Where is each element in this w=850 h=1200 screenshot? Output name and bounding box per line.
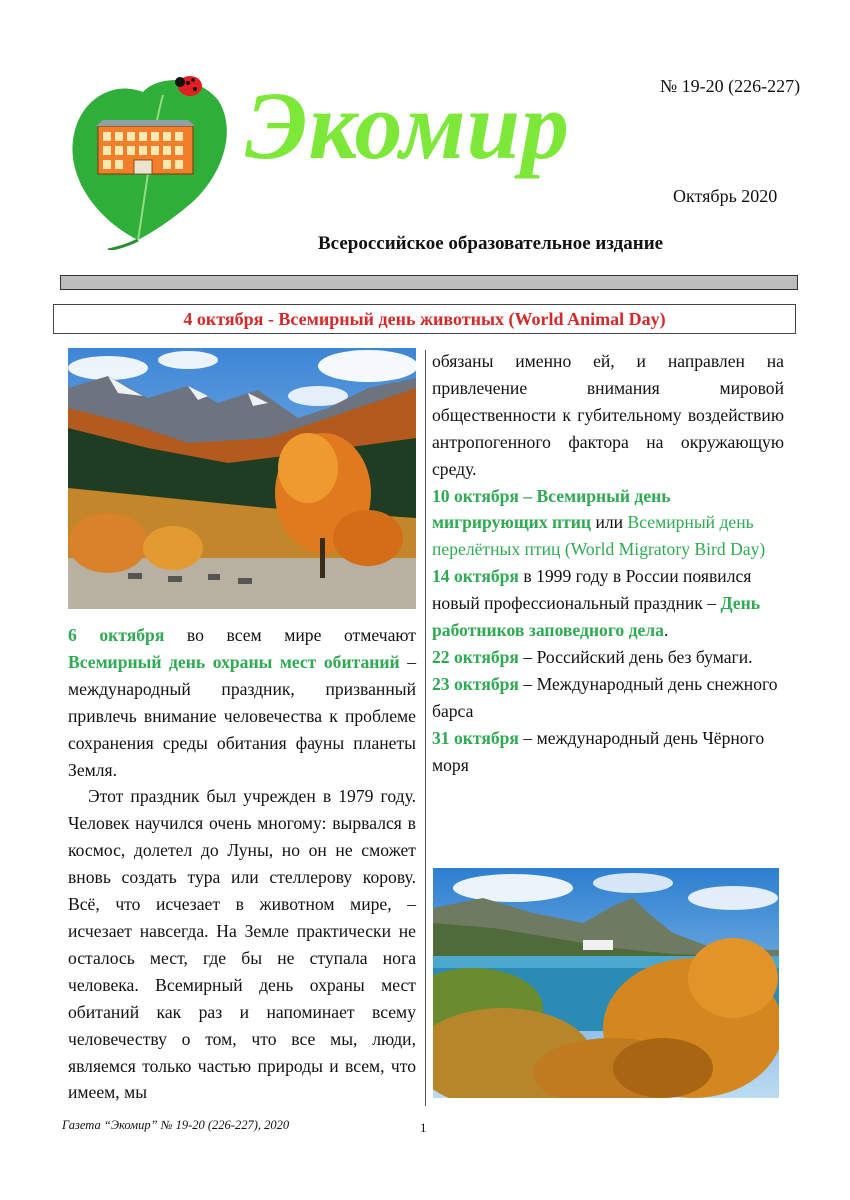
masthead-subtitle: Всероссийское образовательное издание (318, 233, 664, 254)
event-reserve-workers-day: День работников заповедного дела (432, 593, 761, 641)
headline: 4 октября - Всемирный день животных (World Animal Day) (183, 308, 666, 329)
autumn-mountain-photo (68, 348, 416, 609)
paragraph-continuation: обязаны именно ей, и направлен на привлечение внимания мировой общественности к губительному воздействию антропогенного фактора на окружающую среду. (432, 351, 784, 479)
date-oct-22: 22 октября (432, 646, 519, 667)
event-oct-31 (432, 725, 784, 779)
text-segment: – международный праздник, призванный привлечь внимание человечества к проблеме сохранения среды обитания фауны планеты Земля. (68, 651, 416, 780)
date-oct-23: 23 октября (432, 673, 519, 694)
headline-box (53, 304, 796, 334)
sea-coast-photo (433, 868, 779, 1098)
issue-month: Октябрь 2020 (673, 186, 778, 206)
paragraph-habitat-day (68, 622, 416, 783)
text-segment: в 1999 году в России появился новый профессиональный праздник – (432, 566, 752, 614)
event-oct-14 (432, 563, 784, 644)
event-migratory-bird-day: Всемирный день перелётных птиц (World Migratory Bird Day) (432, 512, 766, 560)
date-oct-31: 31 октября (432, 727, 519, 748)
event-habitat-day: Всемирный день охраны мест обитаний (68, 651, 400, 672)
left-column (68, 622, 416, 1106)
text-segment: во всем мире отмечают (164, 625, 416, 645)
text-segment: – Российский день без бумаги. (518, 646, 753, 667)
event-oct-10 (432, 483, 784, 564)
event-oct-22 (432, 644, 784, 671)
masthead-title: Экомир (245, 72, 570, 179)
date-oct-14: 14 октября (432, 566, 519, 587)
text-segment: – Международный день снежного барса (432, 673, 778, 721)
right-column (432, 348, 784, 779)
page-number: 1 (420, 1120, 427, 1135)
text-segment: – международный день Чёрного моря (432, 727, 765, 775)
date-oct-6: 6 октября (68, 625, 165, 645)
ecomir-logo (68, 70, 233, 250)
text-segment: или (591, 512, 628, 533)
event-oct-23 (432, 671, 784, 725)
text-segment: . (663, 620, 669, 641)
footer-text: Газета “Экомир” № 19-20 (226-227), 2020 (62, 1118, 290, 1132)
column-divider (425, 350, 426, 1106)
header-divider-bar (60, 275, 798, 290)
issue-number: № 19-20 (226-227) (660, 76, 801, 96)
paragraph-history: Этот праздник был учрежден в 1979 году. Человек научился очень многому: вырвался в космос, долетел до Луны, но он не сможет вновь создать тура или стеллерову корову. Всё, что исчезает в животном мире, – исчезает навсегда. На Земле практически не осталось мест, где бы не ступала нога человека. Всемирный день охраны мест обитаний как раз и напоминает всему человечеству о том, что все мы, люди, являемся только частью природы и всем, что имеем, мы (68, 786, 416, 1103)
date-oct-10: 10 октября – Всемирный день мигрирующих птиц (432, 485, 671, 533)
